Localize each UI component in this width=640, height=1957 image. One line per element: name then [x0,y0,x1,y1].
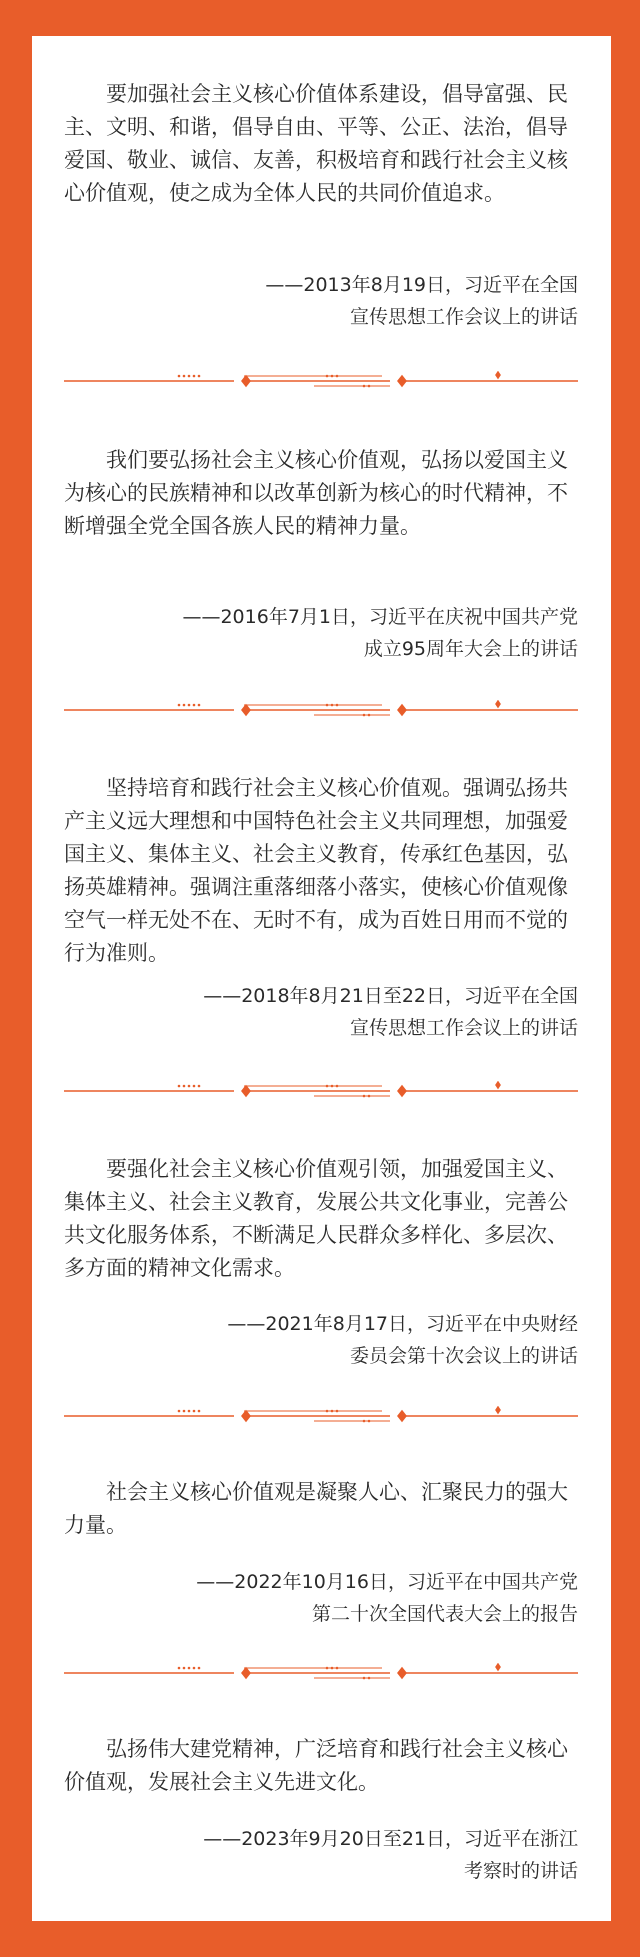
source-line: 宣传思想工作会议上的讲话 [349,1017,578,1039]
ornamental-divider [64,371,578,391]
quote-entry-2013 [64,78,578,210]
quote-text: 要强化社会主义核心价值观引领，加强爱国主义、集体主义、社会主义教育，发展公共文化事业，完善公共文化服务体系，不断满足人民群众多样化、多层次、多方面的精神文化需求。 [64,1157,568,1280]
quote-source-2016 [64,601,578,665]
quote-source-2023 [64,1823,578,1887]
source-line: ——2021年8月17日，习近平在中央财经 [227,1313,578,1335]
quote-entry-2016 [64,444,578,543]
quote-card [32,36,611,1921]
source-line: 考察时的讲话 [463,1860,578,1882]
source-line: ——2016年7月1日，习近平在庆祝中国共产党 [182,606,578,628]
ornamental-divider [64,1663,578,1683]
ornamental-divider [64,1406,578,1426]
quote-entry-2023 [64,1733,578,1799]
source-line: ——2022年10月16日，习近平在中国共产党 [196,1571,578,1593]
quote-text: 要加强社会主义核心价值体系建设，倡导富强、民主、文明、和谐，倡导自由、平等、公正、法治，倡导爱国、敬业、诚信、友善，积极培育和践行社会主义核心价值观，使之成为全体人民的共同价值追求。 [64,82,568,205]
source-line: ——2018年8月21日至22日，习近平在全国 [203,985,578,1007]
quote-entry-2021 [64,1153,578,1285]
quote-text: 坚持培育和践行社会主义核心价值观。强调弘扬共产主义远大理想和中国特色社会主义共同理想，加强爱国主义、集体主义、社会主义教育，传承红色基因，弘扬英雄精神。强调注重落细落小落实，使核心价值观像空气一样无处不在、无时不有，成为百姓日用而不觉的行为准则。 [64,776,568,965]
quote-source-2022 [64,1566,578,1630]
quote-source-2013 [64,269,578,333]
source-line: 委员会第十次会议上的讲话 [349,1345,578,1367]
quote-text: 社会主义核心价值观是凝聚人心、汇聚民力的强大力量。 [64,1480,568,1537]
source-line: ——2023年9月20日至21日，习近平在浙江 [203,1828,578,1850]
source-line: 成立95周年大会上的讲话 [363,638,578,660]
source-line: 第二十次全国代表大会上的报告 [311,1603,578,1625]
quote-source-2021 [64,1308,578,1372]
source-line: ——2013年8月19日，习近平在全国 [265,274,578,296]
quote-entry-2022 [64,1476,578,1542]
ornamental-divider [64,700,578,720]
source-line: 宣传思想工作会议上的讲话 [349,306,578,328]
quote-source-2018 [64,980,578,1044]
quote-text: 弘扬伟大建党精神，广泛培育和践行社会主义核心价值观，发展社会主义先进文化。 [64,1737,568,1794]
ornamental-divider [64,1081,578,1101]
quote-text: 我们要弘扬社会主义核心价值观，弘扬以爱国主义为核心的民族精神和以改革创新为核心的时代精神，不断增强全党全国各族人民的精神力量。 [64,448,568,538]
quote-entry-2018 [64,772,578,970]
